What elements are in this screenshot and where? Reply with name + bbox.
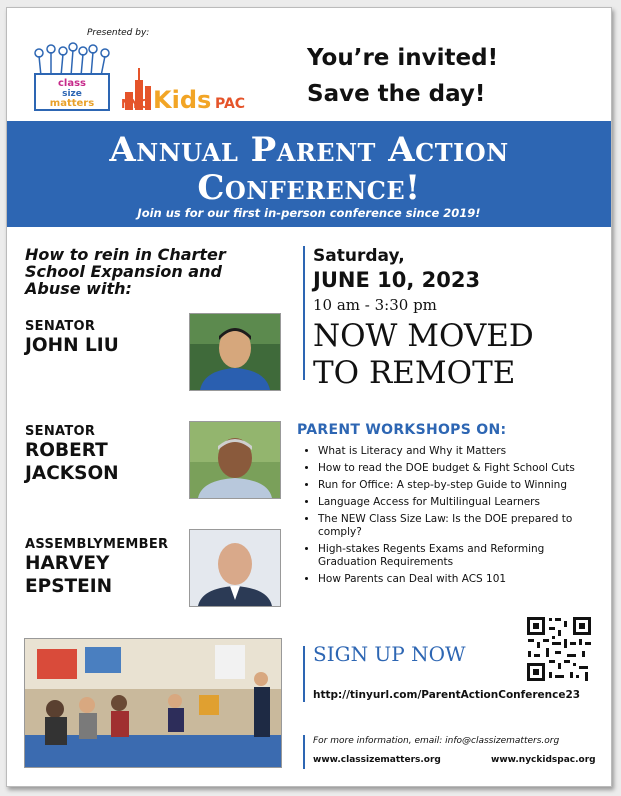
signup-qr-code[interactable] [525,615,593,683]
invite-line-2: Save the day! [307,81,486,107]
event-date: JUNE 10, 2023 [313,268,481,292]
sign-up-heading: SIGN UP NOW [313,642,466,666]
workshop-item: • Language Access for Multilingual Learners [318,496,598,509]
conference-title-line-2: Conference! [197,168,421,208]
nyk-logo-nyc: NYC [121,97,149,111]
signup-link[interactable]: http://tinyurl.com/ParentActionConference23 [313,689,581,701]
date-divider [303,246,305,380]
speaker-1-photo [189,313,281,391]
footer-divider [303,735,305,769]
topic-heading: How to rein in Charter School Expansion and Abuse with: [25,245,226,298]
website-nyckidspac-link[interactable]: www.nyckidspac.org [491,755,596,765]
speaker-2-name-line-2: JACKSON [25,463,119,484]
event-time: 10 am - 3:30 pm [313,296,437,314]
moved-line-2: TO REMOTE [313,355,516,391]
conference-subtitle: Join us for our first in-person conference since 2019! [137,206,481,220]
nyk-logo-kids: Kids [153,86,212,114]
invite-heading [307,40,498,112]
speaker-2-photo [189,421,281,499]
speaker-3-name-line-1: HARVEY [25,553,110,574]
nyc-kids-pac-logo [119,58,255,114]
invite-line-1: You’re invited! [307,45,499,71]
signup-divider [303,646,305,702]
website-csm-link[interactable]: www.classizematters.org [313,755,441,765]
moved-line-1: NOW MOVED [313,318,534,354]
conference-title-line-1: Annual Parent Action [109,130,509,170]
speaker-3-name-line-2: EPSTEIN [25,576,113,597]
speaker-2-name-line-1: ROBERT [25,440,108,461]
speaker-1-role: SENATOR [25,319,96,334]
event-day: Saturday, [313,246,405,266]
speaker-2 [25,424,119,485]
speaker-1 [25,319,119,357]
csm-logo-class: class [57,78,87,89]
speaker-2-role: SENATOR [25,424,96,439]
presented-by-label: Presented by: [87,28,150,38]
workshops-list [304,445,598,590]
flyer-page [6,7,612,787]
speaker-3 [25,537,168,598]
contact-info: For more information, email: info@classizematters.org [313,736,560,746]
speaker-3-photo [189,529,281,607]
classroom-photo [24,638,282,768]
workshop-item: • The NEW Class Size Law: Is the DOE prepared to comply? [318,513,598,539]
workshop-item: • High-stakes Regents Exams and Reforming Graduation Requirements [318,543,598,569]
speaker-3-role: ASSEMBLYMEMBER [25,537,169,552]
csm-logo-size: size [62,89,82,99]
moved-to-remote-notice [313,318,603,392]
workshop-item: • What is Literacy and Why it Matters [318,445,598,458]
workshop-item: • How to read the DOE budget & Fight School Cuts [318,462,598,475]
workshop-item: • How Parents can Deal with ACS 101 [318,573,598,586]
nyk-logo-pac: PAC [215,96,246,112]
workshops-heading: PARENT WORKSHOPS ON: [297,422,507,438]
conference-title [7,131,611,207]
class-size-matters-logo [29,42,115,114]
csm-logo-matters: matters [49,98,95,109]
speaker-1-name: JOHN LIU [25,335,119,356]
workshop-item: • Run for Office: A step-by-step Guide to Winning [318,479,598,492]
